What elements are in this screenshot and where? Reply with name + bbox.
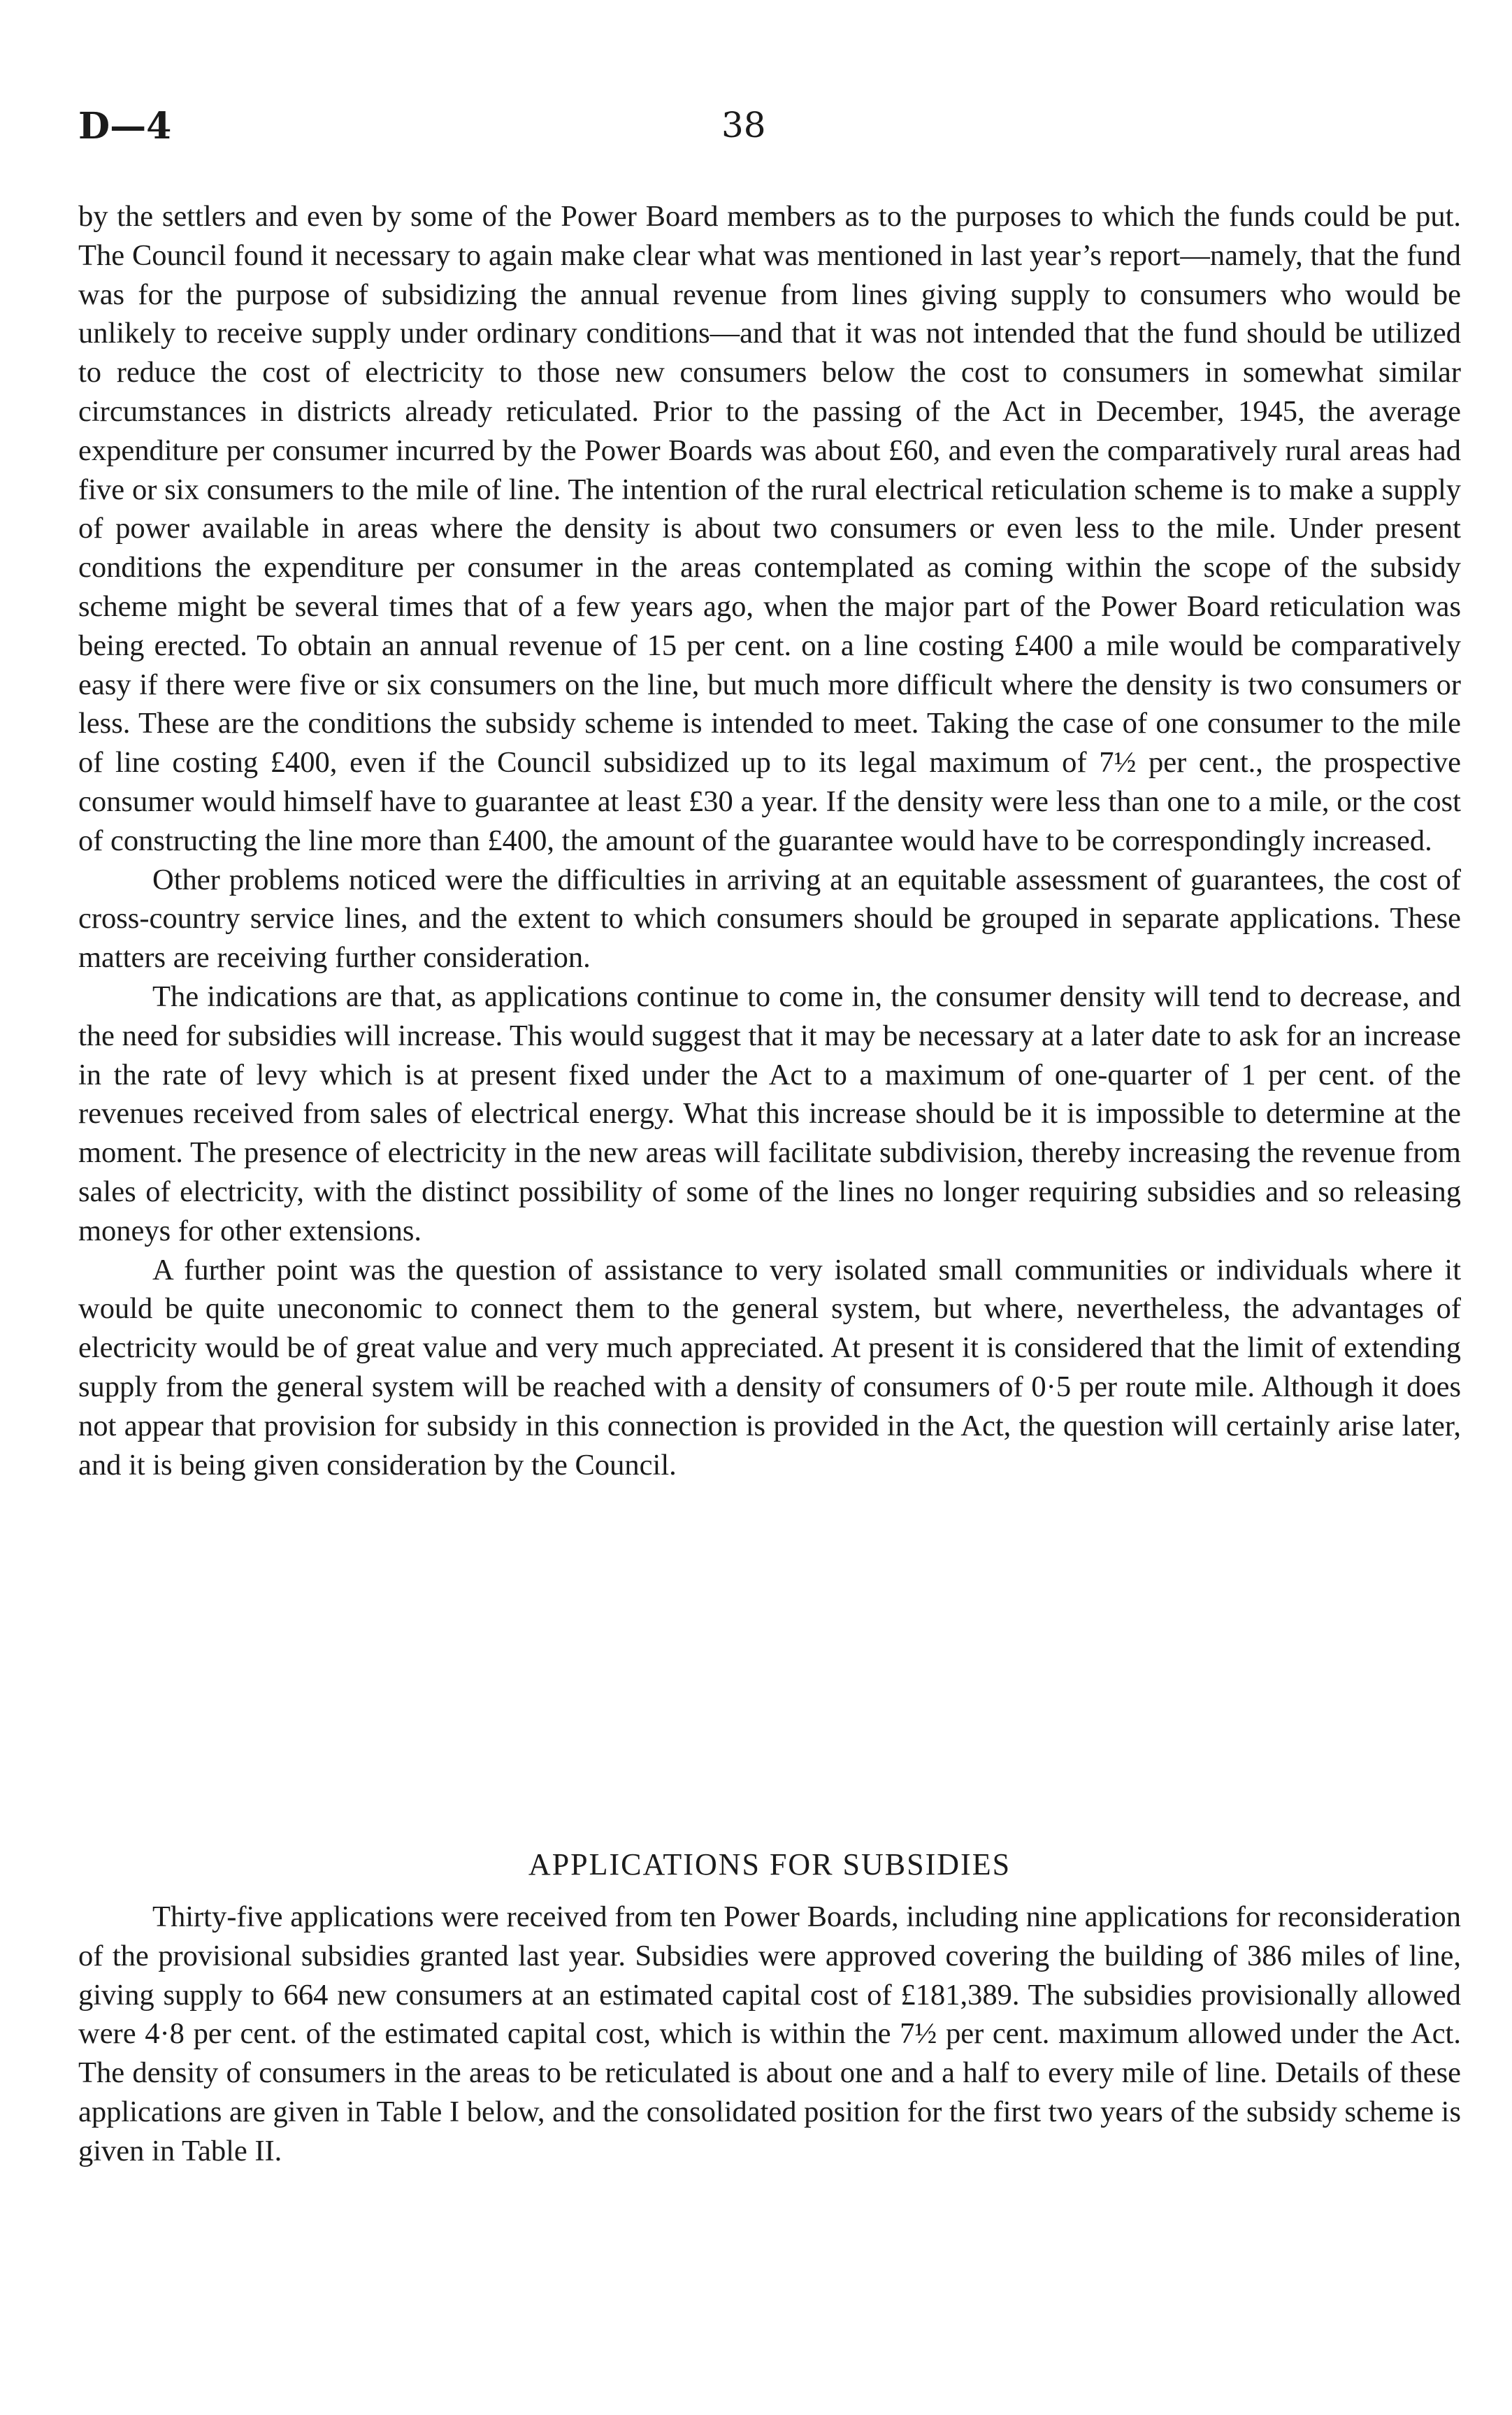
paragraph-isolated-communities: A further point was the question of assistance to very isolated small communities or individuals where it would be quite uneconomic to connect them to the general system, but where, nevertheless, the advantages of electricity would be of great value and very much appreciated. At present it is considered that the limit of extending supply from the general system will be reached with a density of consumers of 0·5 per route mile. Although it does not appear that provision for subsidy in this connection is provided in the Act, the question will certainly arise later, and it is being given consideration by the Council.: [78, 1253, 1461, 1482]
body-text: [78, 197, 1461, 1484]
section-body: [78, 1898, 1461, 2171]
paragraph-indications: The indications are that, as applications continue to come in, the consumer density will tend to decrease, and the need for subsidies will increase. This would suggest that it may be necessary at a later date to ask for an increase in the rate of levy which is at present fixed under the Act to a maximum of one-quarter of 1 per cent. of the revenues received from sales of electrical energy. What this increase should be it is impossible to determine at the moment. The presence of electricity in the new areas will facilitate subdivision, thereby increasing the revenue from sales of electricity, with the distinct possibility of some of the lines no longer requiring subsidies and so releasing moneys for other extensions.: [78, 980, 1461, 1247]
paragraph-continuation: by the settlers and even by some of the Power Board members as to the purposes to which the funds could be put. The Council found it necessary to again make clear what was mentioned in last year’s report—namely, that the fund was for the purpose of subsidizing the annual revenue from lines giving supply to consumers who would be unlikely to receive supply under ordinary conditions—and that it was not intended that the fund should be utilized to reduce the cost of electricity to those new consumers below the cost to consumers in somewhat similar circumstances in districts already reticulated. Prior to the passing of the Act in December, 1945, the average expenditure per consumer incurred by the Power Boards was about £60, and even the comparatively rural areas had five or six consumers to the mile of line. The intention of the rural electrical reticulation scheme is to make a supply of power available in areas where the density is about two consumers or even less to the mile. Under present conditions the expenditure per consumer in the areas contemplated as coming within the scope of the subsidy scheme might be several times that of a few years ago, when the major part of the Power Board reticulation was being erected. To obtain an annual revenue of 15 per cent. on a line costing £400 a mile would be comparatively easy if there were five or six consumers on the line, but much more difficult where the density is two consumers or less. These are the conditions the subsidy scheme is intended to meet. Taking the case of one consumer to the mile of line costing £400, even if the Council subsidized up to its legal maximum of 7½ per cent., the prospective consumer would himself have to guarantee at least £30 a year. If the density were less than one to a mile, or the cost of constructing the line more than £400, the amount of the guarantee would have to be correspondingly increased.: [78, 200, 1461, 857]
paragraph-applications: Thirty-five applications were received from ten Power Boards, including nine applications for reconsideration of the provisional subsidies granted last year. Subsidies were approved covering the building of 386 miles of line, giving supply to 664 new consumers at an estimated capital cost of £181,389. The subsidies provisionally allowed were 4·8 per cent. of the estimated capital cost, which is within the 7½ per cent. maximum allowed under the Act. The density of consumers in the areas to be reticulated is about one and a half to every mile of line. Details of these applications are given in Table I below, and the consolidated position for the first two years of the subsidy scheme is given in Table II.: [78, 1900, 1461, 2167]
paragraph-other-problems: Other problems noticed were the difficulties in arriving at an equitable assessment of guarantees, the cost of cross-country service lines, and the extent to which consumers should be grouped in separate applications. These matters are receiving further consideration.: [78, 863, 1461, 975]
section-heading: APPLICATIONS FOR SUBSIDIES: [528, 1847, 1011, 1882]
page-header: [78, 105, 1462, 154]
document-code: D—4: [78, 105, 172, 148]
page-number: 38: [721, 105, 766, 145]
